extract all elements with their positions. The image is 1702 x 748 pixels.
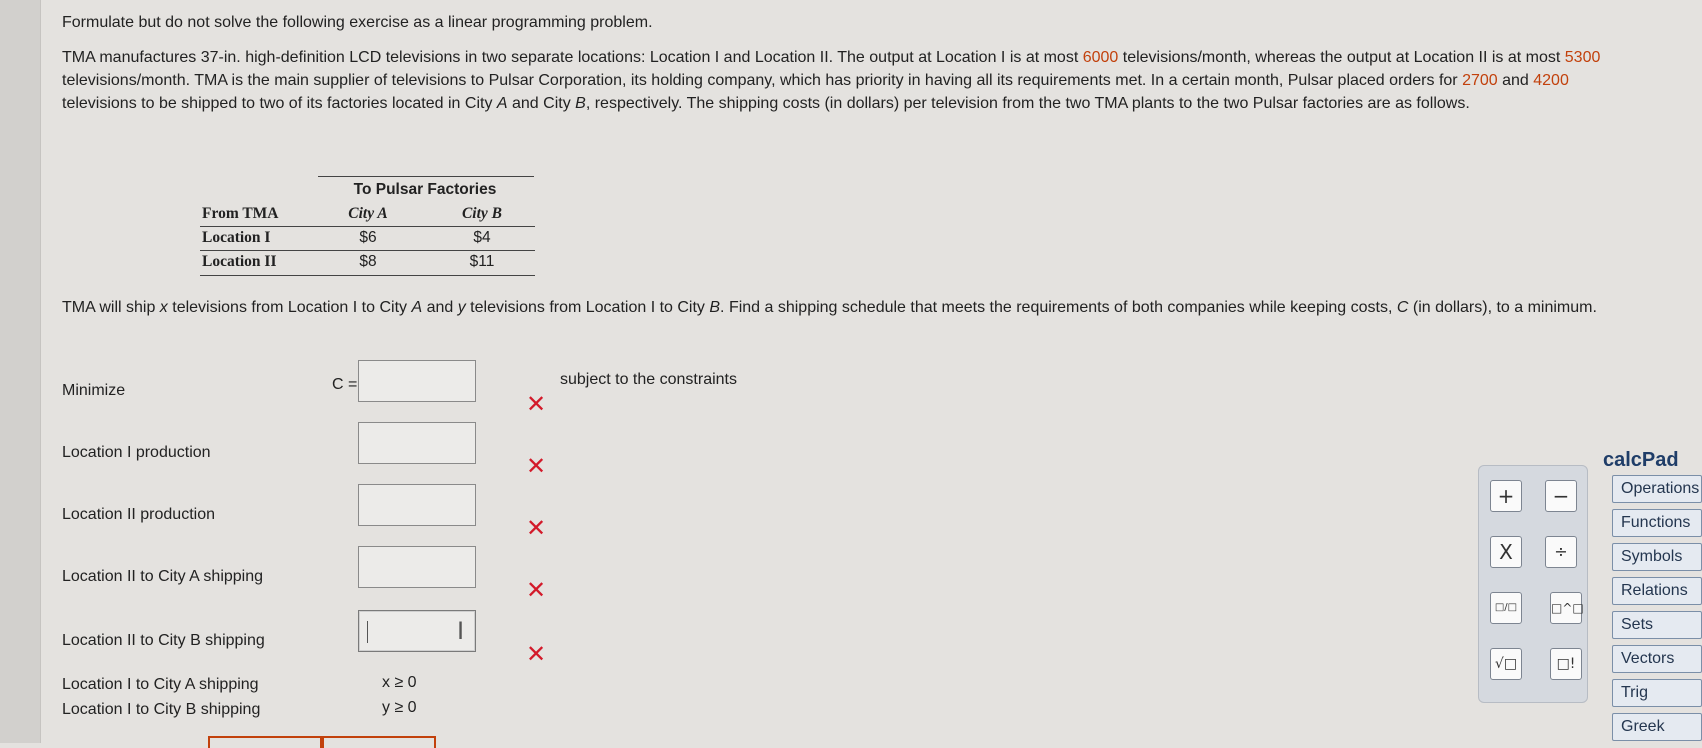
- exponent-button[interactable]: □^□: [1550, 592, 1582, 624]
- table-header-row: [200, 202, 535, 226]
- col-header-city-a: City A: [348, 205, 388, 222]
- problem-paragraph: TMA manufactures 37-in. high-definition LCD televisions in two separate locations: Location I and Location II. The output at Location I is at most 6000 televisions/month, whereas the output at Location II is at most 5300 televisions/month. TMA is the main supplier of televisions to Pulsar Corporation, its holding company, which has priority in having all its requirements met. In a certain month, Pulsar placed orders for 2700 and 4200 televisions to be shipped to two of its factories located in City A and City B, respectively. The shipping costs (in dollars) per television from the two TMA plants to the two Pulsar factories are as follows.: [62, 49, 1601, 112]
- fraction-button[interactable]: □/□: [1490, 592, 1522, 624]
- constraint-input-location1-production[interactable]: [358, 422, 476, 464]
- calcpad-panel: [1478, 465, 1588, 703]
- sqrt-button[interactable]: √□: [1490, 648, 1522, 680]
- constraint-field[interactable]: [359, 485, 479, 527]
- tab-trig[interactable]: Trig: [1612, 679, 1702, 707]
- ibeam-cursor-icon: I: [457, 617, 465, 645]
- tab-functions[interactable]: Functions: [1612, 509, 1702, 537]
- tab-symbols[interactable]: Symbols: [1612, 543, 1702, 571]
- minimize-label: Minimize: [62, 382, 126, 399]
- table-group-header-row: [200, 178, 535, 202]
- text-caret: [367, 621, 368, 643]
- table-bottom-rule: [200, 275, 535, 276]
- constraint-input-location2-city-b[interactable]: [358, 610, 476, 652]
- question-area: [62, 0, 1622, 743]
- incorrect-x-icon: ✕: [526, 452, 547, 480]
- shipping-cost-table: [200, 178, 535, 274]
- divide-button[interactable]: ÷: [1545, 536, 1577, 568]
- objective-field[interactable]: [359, 361, 479, 403]
- left-gutter: [0, 0, 41, 743]
- plus-button[interactable]: +: [1490, 480, 1522, 512]
- task-paragraph: TMA will ship x televisions from Location I to City A and y televisions from Location I to City B. Find a shipping schedule that meets the requirements of both companies while keeping costs, C (in dollars), to a minimum.: [62, 299, 1597, 316]
- nonneg-label: Location I to City B shipping: [62, 701, 261, 718]
- button-edge[interactable]: [208, 736, 322, 748]
- tab-operations[interactable]: Operations: [1612, 475, 1702, 503]
- incorrect-x-icon: ✕: [526, 640, 547, 668]
- button-edge[interactable]: [322, 736, 436, 748]
- table-top-rule: [318, 176, 534, 177]
- calcpad-title: calcPad: [1603, 449, 1679, 471]
- incorrect-x-icon: ✕: [526, 576, 547, 604]
- constraint-input-location2-city-a[interactable]: [358, 546, 476, 588]
- factorial-button[interactable]: □!: [1550, 648, 1582, 680]
- c-equals-label: C =: [332, 376, 358, 393]
- constraint-label: Location II to City B shipping: [62, 632, 265, 649]
- subject-to-label: subject to the constraints: [560, 371, 737, 388]
- table-row: Location II $8 $11: [202, 253, 495, 270]
- constraint-label: Location II production: [62, 506, 215, 523]
- constraint-field[interactable]: [359, 547, 479, 589]
- tab-relations[interactable]: Relations: [1612, 577, 1702, 605]
- objective-input[interactable]: [358, 360, 476, 402]
- tab-greek[interactable]: Greek: [1612, 713, 1702, 741]
- row-header: From TMA: [202, 205, 279, 222]
- order-b: 4200: [1533, 72, 1569, 89]
- group-header: To Pulsar Factories: [353, 181, 497, 198]
- nonneg-expr-y: y ≥ 0: [382, 699, 417, 716]
- constraint-label: Location II to City A shipping: [62, 568, 264, 585]
- nonneg-label: Location I to City A shipping: [62, 676, 259, 693]
- incorrect-x-icon: ✕: [526, 514, 547, 542]
- loc2-max: 5300: [1564, 49, 1601, 66]
- order-a: 2700: [1462, 72, 1498, 89]
- nonneg-expr-x: x ≥ 0: [382, 674, 417, 691]
- multiply-button[interactable]: X: [1490, 536, 1522, 568]
- tab-sets[interactable]: Sets: [1612, 611, 1702, 639]
- constraint-input-location2-production[interactable]: [358, 484, 476, 526]
- incorrect-x-icon: ✕: [526, 390, 547, 418]
- constraint-label: Location I production: [62, 444, 211, 461]
- minus-button[interactable]: −: [1545, 480, 1577, 512]
- constraint-field[interactable]: [359, 423, 479, 465]
- tab-vectors[interactable]: Vectors: [1612, 645, 1702, 673]
- instruction-text: Formulate but do not solve the following exercise as a linear programming problem.: [62, 14, 653, 31]
- col-header-city-b: City B: [461, 205, 503, 222]
- loc1-max: 6000: [1082, 49, 1119, 66]
- table-row: Location I $6 $4: [202, 229, 491, 246]
